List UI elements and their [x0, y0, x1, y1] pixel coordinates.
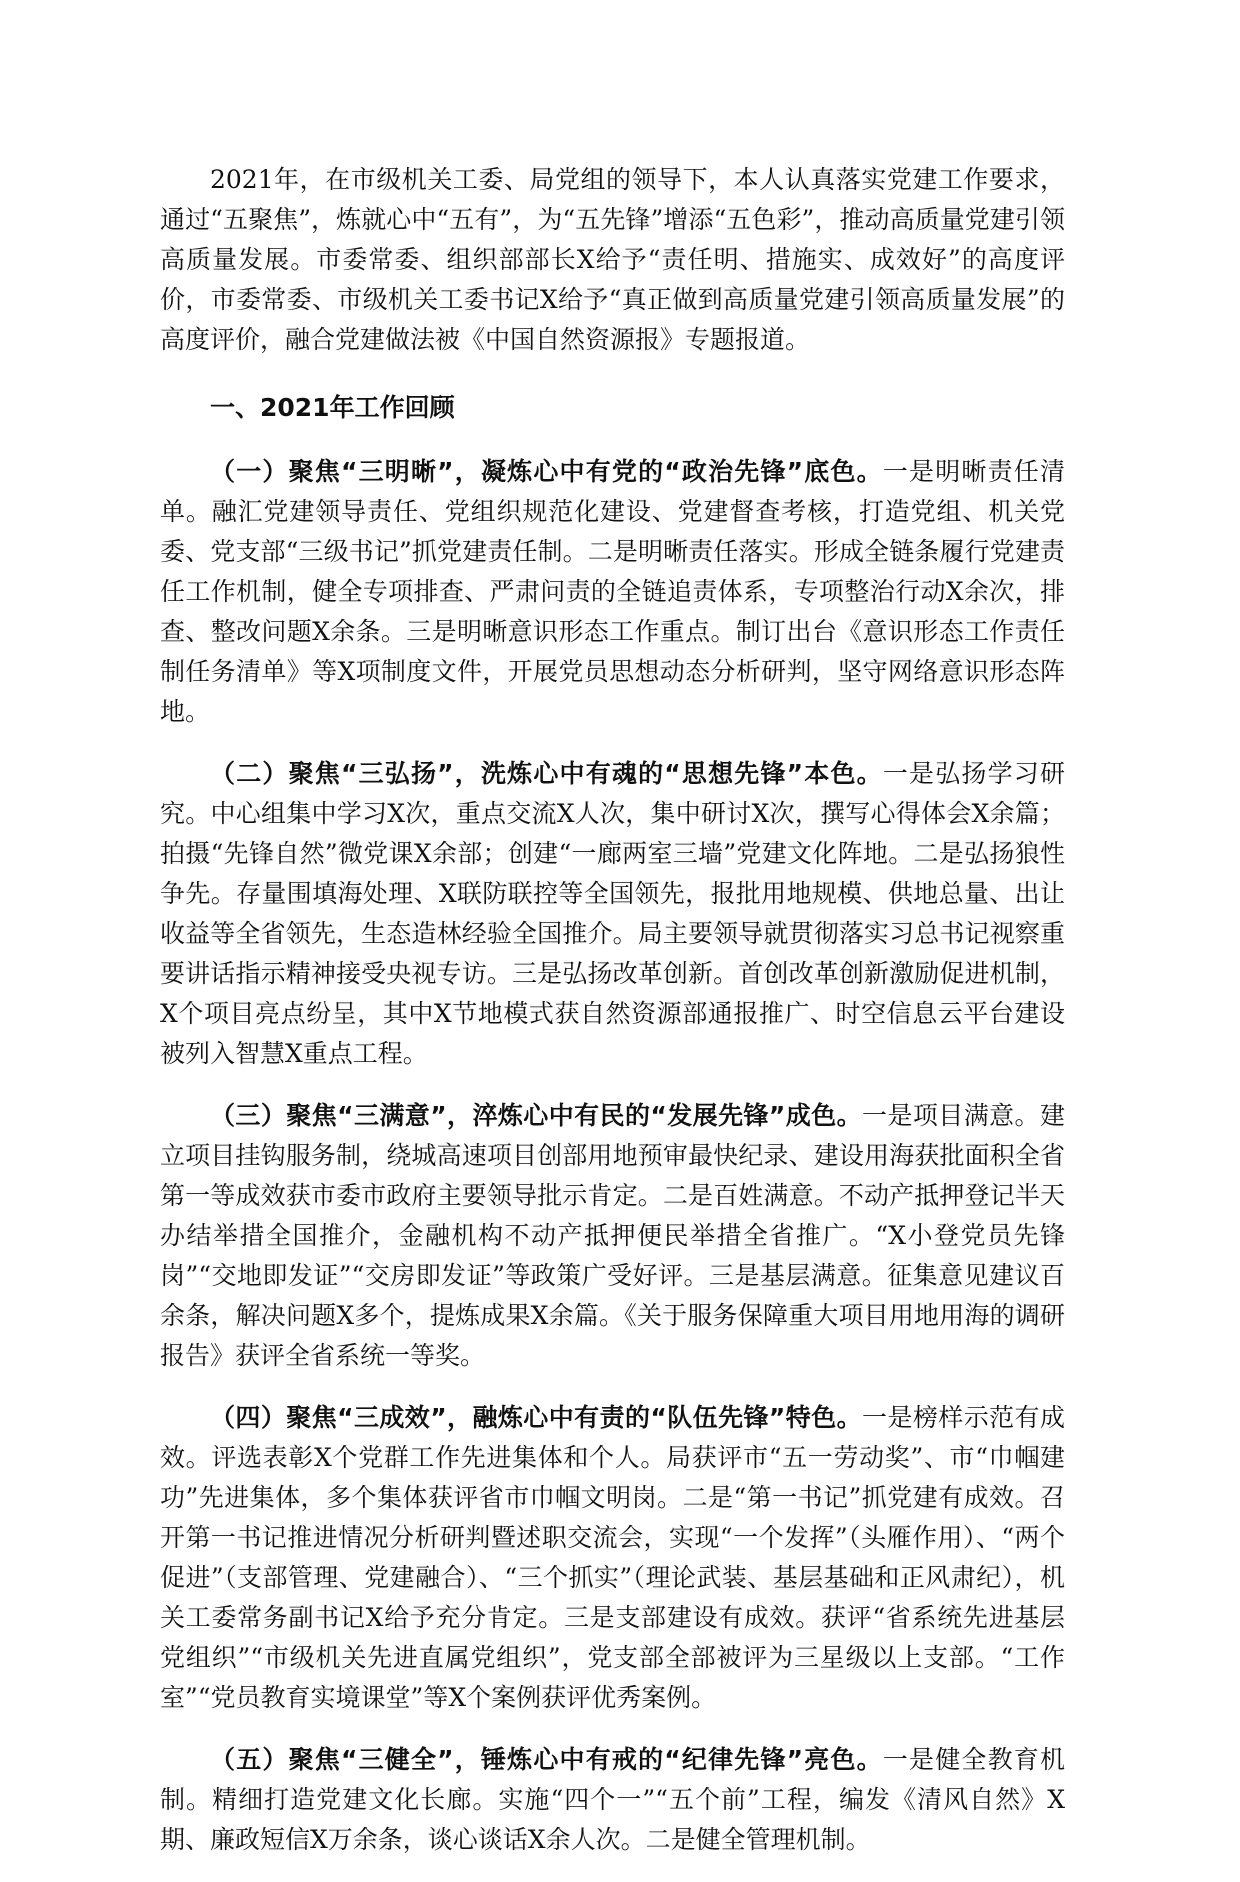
section-title-4: （四）聚焦“三成效”，融炼心中有责的“队伍先锋”特色。	[210, 1403, 863, 1432]
section-body-4: 一是榜样示范有成效。评选表彰X个党群工作先进集体和个人。局获评市“五一劳动奖”、市“巾帼建功”先进集体，多个集体获评省市巾帼文明岗。二是“第一书记”抓党建有成效。召开第一书记推进情况分析研判暨述职交流会，实现“一个发挥”（头雁作用）、“两个促进”（支部管理、党建融合）、“三个抓实”（理论武装、基层基础和正风肃纪），机关工委常务副书记X给予充分肯定。三是支部建设有成效。获评“省系统先进基层党组织”“市级机关先进直属党组织”，党支部全部被评为三星级以上支部。“工作室”“党员教育实境课堂”等X个案例获评优秀案例。	[160, 1403, 1065, 1712]
section-title-3: （三）聚焦“三满意”，淬炼心中有民的“发展先锋”成色。	[210, 1101, 863, 1130]
section-body-2: 一是弘扬学习研究。中心组集中学习X次，重点交流X人次，集中研讨X次，撰写心得体会X余篇；拍摄“先锋自然”微党课X余部；创建“一廊两室三墙”党建文化阵地。二是弘扬狼性争先。存量围填海处理、X联防联控等全国领先，报批用地规模、供地总量、出让收益等全省领先，生态造林经验全国推介。局主要领导就贯彻落实习总书记视察重要讲话指示精神接受央视专访。三是弘扬改革创新。首创改革创新激励促进机制，X个项目亮点纷呈，其中X节地模式获自然资源部通报推广、时空信息云平台建设被列入智慧X重点工程。	[160, 759, 1065, 1068]
section-body-1: 一是明晰责任清单。融汇党建领导责任、党组织规范化建设、党建督查考核，打造党组、机关党委、党支部“三级书记”抓党建责任制。二是明晰责任落实。形成全链条履行党建责任工作机制，健全专项排查、严肃问责的全链追责体系，专项整治行动X余次，排查、整改问题X余条。三是明晰意识形态工作重点。制订出台《意识形态工作责任制任务清单》等X项制度文件，开展党员思想动态分析研判，坚守网络意识形态阵地。	[160, 457, 1065, 726]
section-body-3: 一是项目满意。建立项目挂钩服务制，绕城高速项目创部用地预审最快纪录、建设用海获批面积全省第一等成效获市委市政府主要领导批示肯定。二是百姓满意。不动产抵押登记半天办结举措全国推介，金融机构不动产抵押便民举措全省推广。“X小登党员先锋岗”“交地即发证”“交房即发证”等政策广受好评。三是基层满意。征集意见建议百余条，解决问题X多个，提炼成果X余篇。《关于服务保障重大项目用地用海的调研报告》获评全省系统一等奖。	[160, 1101, 1065, 1370]
section-paragraph-3	[160, 1096, 1065, 1376]
section-heading: 一、2021年工作回顾	[210, 393, 455, 422]
section-paragraph-1	[160, 452, 1065, 732]
intro-paragraph: 2021年，在市级机关工委、局党组的领导下，本人认真落实党建工作要求，通过“五聚焦”，炼就心中“五有”，为“五先锋”增添“五色彩”，推动高质量党建引领高质量发展。市委常委、组织部部长X给予“责任明、措施实、成效好”的高度评价，市委常委、市级机关工委书记X给予“真正做到高质量党建引领高质量发展”的高度评价，融合党建做法被《中国自然资源报》专题报道。	[160, 165, 1065, 354]
section-paragraph-2	[160, 754, 1065, 1074]
section-paragraph-4	[160, 1398, 1065, 1718]
section-paragraph-5	[160, 1740, 1065, 1860]
section-body-5: 一是健全教育机制。精细打造党建文化长廊。实施“四个一”“五个前”工程，编发《清风自然》X期、廉政短信X万余条，谈心谈话X余人次。二是健全管理机制。	[160, 1745, 1065, 1854]
document-page	[160, 160, 1065, 1882]
section-title-5: （五）聚焦“三健全”，锤炼心中有戒的“纪律先锋”亮色。	[210, 1745, 883, 1774]
section-title-1: （一）聚焦“三明晰”，凝炼心中有党的“政治先锋”底色。	[210, 457, 883, 486]
section-title-2: （二）聚焦“三弘扬”，洗炼心中有魂的“思想先锋”本色。	[210, 759, 883, 788]
